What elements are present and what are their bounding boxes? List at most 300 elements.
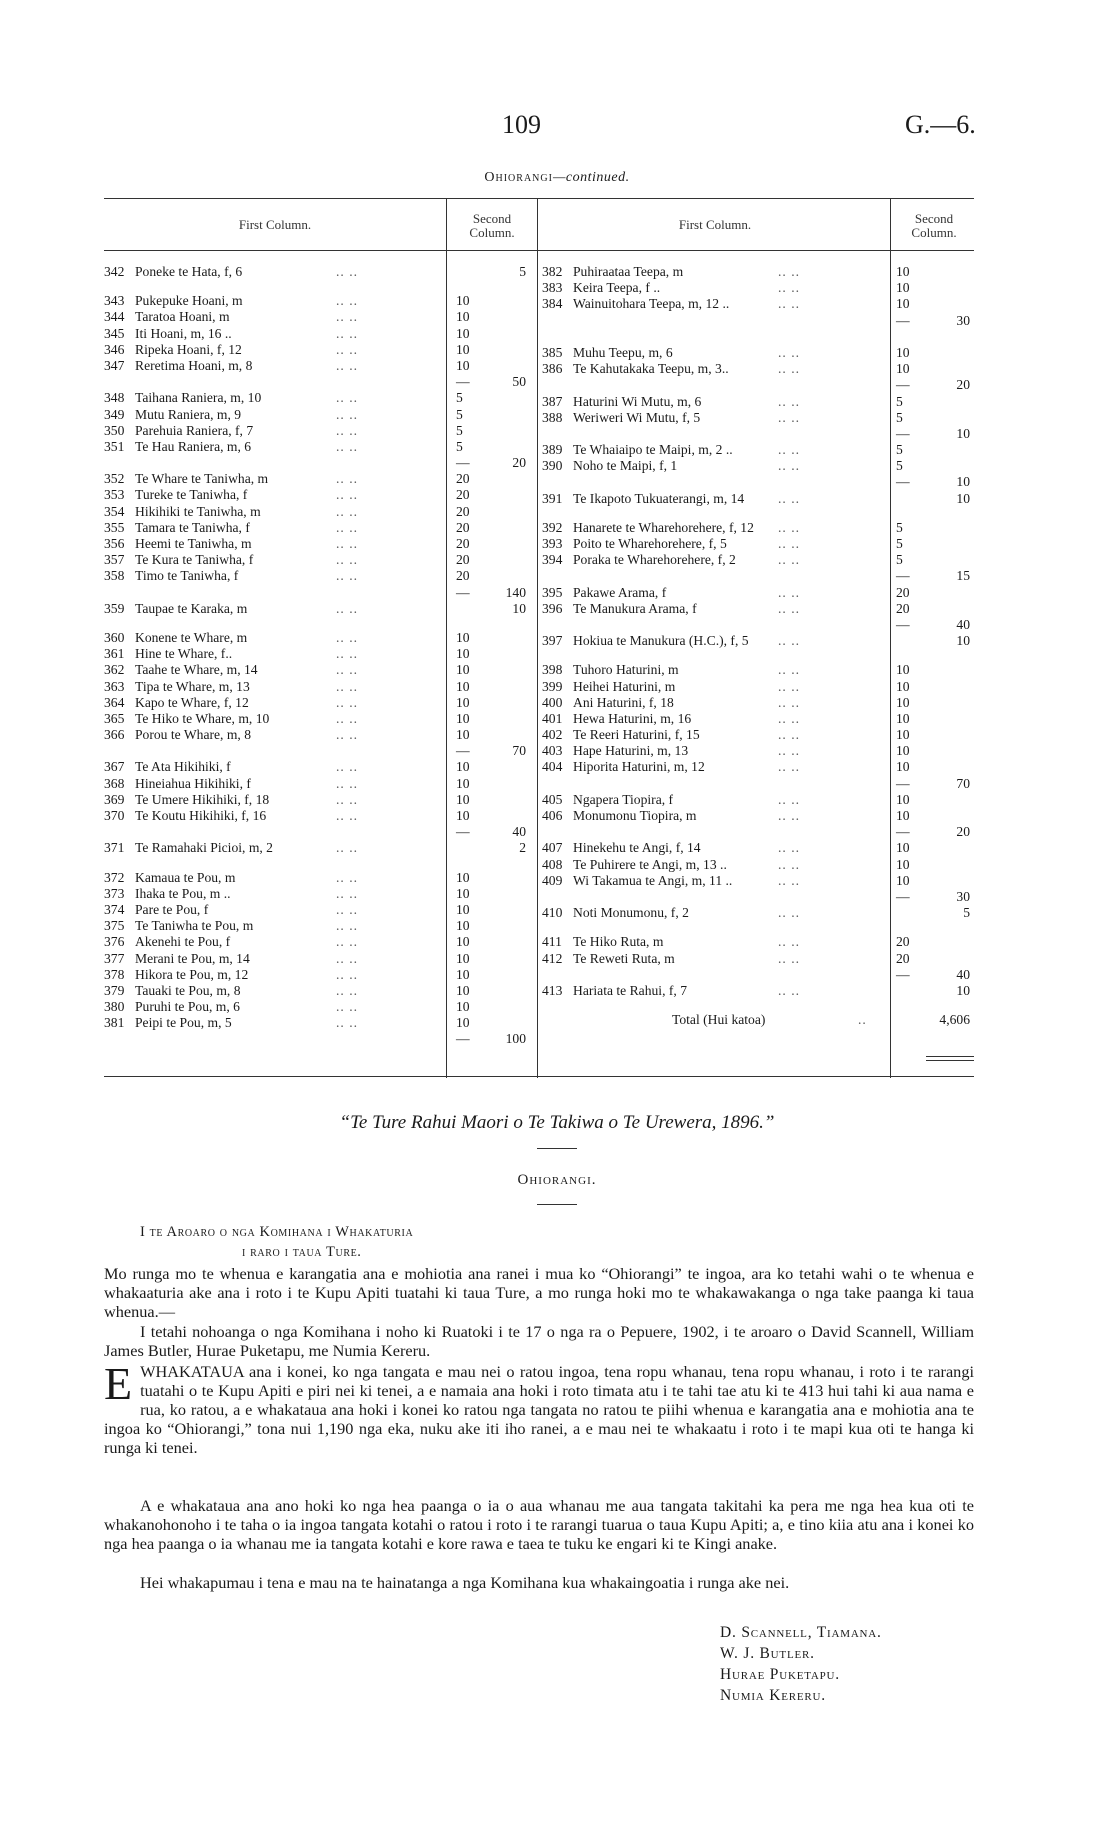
table-row [104, 342, 534, 358]
table-row [542, 264, 972, 280]
leader-dots: .. .. [336, 982, 358, 998]
entry-name: Te Koutu Hikihiki, f, 16 [135, 808, 267, 823]
group-total: 5 [519, 264, 526, 279]
table-row [104, 983, 534, 999]
entry-name: Ihaka te Pou, m .. [135, 885, 231, 901]
share-value: 10 [456, 646, 470, 662]
entry-number: 365 [104, 710, 125, 726]
entry-number: 387 [542, 393, 563, 409]
entry-name: Puhiraataa Teepa, m [573, 264, 684, 279]
entry-name: Hewa Haturini, m, 16 [573, 710, 692, 726]
entry-name: Hiporita Haturini, m, 12 [573, 759, 705, 775]
entry-number: 393 [542, 536, 563, 551]
entry-number: 350 [104, 422, 125, 438]
header-first-column-right: First Column. [678, 217, 752, 232]
share-value: 10 [896, 678, 910, 694]
table-row [104, 264, 534, 280]
leader-dots: .. .. [336, 519, 358, 535]
table-row [542, 873, 972, 889]
table-row [542, 329, 972, 345]
entry-number: 376 [104, 934, 125, 950]
leader-dots: .. [858, 1012, 867, 1028]
share-value: 10 [456, 325, 470, 341]
share-value: 20 [896, 934, 910, 950]
total-double-rule-2 [926, 1060, 974, 1061]
center-divider [537, 198, 538, 1078]
entry-number: 346 [104, 341, 125, 357]
entry-number: 394 [542, 552, 563, 568]
entry-name: Weriweri Wi Mutu, f, 5 [573, 409, 701, 425]
leader-dots: .. .. [336, 966, 358, 982]
share-value: 10 [456, 999, 470, 1015]
entry-name: Heemi te Taniwha, m [135, 536, 252, 551]
entry-name: Tipa te Whare, m, 13 [135, 678, 250, 694]
table-row [542, 1012, 972, 1028]
entry-name: Pare te Pou, f [135, 901, 209, 917]
entry-name: Hinekehu te Angi, f, 14 [573, 840, 701, 856]
paragraph-3 [104, 1358, 974, 1457]
leader-dots: .. .. [336, 901, 358, 917]
entry-number: 405 [542, 791, 563, 807]
table-row [542, 857, 972, 873]
leader-dots: .. .. [336, 390, 358, 406]
share-value: — [896, 474, 910, 490]
entry-name: Te Reeri Haturini, f, 15 [573, 727, 700, 743]
leader-dots: .. .. [336, 1015, 358, 1031]
share-value: 10 [896, 344, 910, 360]
entry-name: Poraka te Wharehorehere, f, 2 [573, 552, 736, 568]
leader-dots: .. .. [336, 422, 358, 438]
leader-dots: .. .. [778, 678, 800, 694]
entry-number: 369 [104, 791, 125, 807]
share-value: 20 [896, 584, 910, 600]
table-row [542, 474, 972, 490]
table-row [104, 776, 534, 792]
share-value: 5 [896, 442, 903, 458]
table-row [542, 552, 972, 568]
table-row [104, 536, 534, 552]
share-value: 5 [456, 438, 463, 454]
entry-number: 397 [542, 633, 563, 649]
entry-name: Te Whare te Taniwha, m [135, 471, 269, 487]
share-value: 10 [456, 966, 470, 982]
table-row [104, 423, 534, 439]
share-value: — [456, 584, 470, 600]
entry-name: Parehuia Raniera, f, 7 [135, 422, 254, 438]
share-value: — [896, 888, 910, 904]
share-value: 10 [456, 869, 470, 885]
table-row [542, 743, 972, 759]
leader-dots: .. .. [336, 727, 358, 743]
group-total: 2 [519, 840, 526, 856]
entry-name: Heihei Haturini, m [573, 678, 676, 694]
share-value: 20 [456, 487, 470, 503]
table-row [104, 711, 534, 727]
subtitle-rule [537, 1204, 577, 1205]
share-value: 10 [456, 950, 470, 966]
entry-number: 362 [104, 662, 125, 678]
table-row [104, 280, 534, 293]
table-row [542, 776, 972, 792]
leader-dots: .. .. [778, 950, 800, 966]
leader-dots: .. .. [778, 458, 800, 474]
entry-name: Hariata te Rahui, f, 7 [573, 982, 687, 998]
table-row [104, 326, 534, 342]
leader-dots: .. .. [336, 264, 358, 279]
group-total: 100 [505, 1031, 526, 1047]
leader-dots: .. .. [336, 885, 358, 901]
entry-number: 390 [542, 458, 563, 474]
entry-number: 408 [542, 856, 563, 872]
leader-dots: .. .. [778, 584, 800, 600]
group-total: 40 [956, 966, 970, 982]
table-row [542, 983, 972, 999]
share-value: 20 [456, 568, 470, 584]
entry-number: 366 [104, 727, 125, 743]
group-total: 40 [512, 824, 526, 840]
table-row [542, 951, 972, 967]
table-row [104, 646, 534, 662]
entry-name: Te Manukura Arama, f [573, 600, 697, 616]
heading-line-1: I te Aroaro o nga Komihana i Whakaturia [140, 1224, 414, 1240]
share-value: — [896, 312, 910, 328]
leader-dots: .. .. [778, 600, 800, 616]
share-value: 5 [896, 409, 903, 425]
entry-number: 398 [542, 662, 563, 678]
table-row [104, 552, 534, 568]
entry-number: 396 [542, 600, 563, 616]
table-row [104, 857, 534, 870]
group-total: 15 [956, 568, 970, 584]
entry-name: Te Hiko Ruta, m [573, 934, 664, 950]
leader-dots: .. .. [778, 727, 800, 743]
table-row [542, 345, 972, 361]
leader-dots: .. .. [336, 438, 358, 454]
entry-number: 368 [104, 775, 125, 791]
leader-dots: .. .. [778, 280, 800, 296]
table-row [104, 792, 534, 808]
entry-number: 373 [104, 885, 125, 901]
entry-number: 363 [104, 678, 125, 694]
entry-name: Akenehi te Pou, f [135, 934, 231, 950]
share-value: 10 [456, 934, 470, 950]
entry-number: 403 [542, 743, 563, 759]
leader-dots: .. .. [778, 536, 800, 551]
group-total: 10 [956, 474, 970, 490]
entry-number: 349 [104, 406, 125, 422]
share-value: — [456, 455, 470, 471]
entry-name: Peipi te Pou, m, 5 [135, 1015, 232, 1031]
entry-number: 382 [542, 264, 563, 279]
share-value: 20 [456, 503, 470, 519]
entry-number: 385 [542, 344, 563, 360]
share-value: 10 [896, 662, 910, 678]
document-title: “Te Ture Rahui Maori o Te Takiwa o Te Urewera, 1896.” [339, 1112, 775, 1133]
table-header-rule [104, 250, 974, 251]
entry-name: Hikihiki te Taniwha, m [135, 503, 261, 519]
entry-name: Te Hau Raniera, m, 6 [135, 438, 252, 454]
table-row [104, 617, 534, 630]
left-table-rows [104, 264, 534, 1048]
share-value: 10 [456, 662, 470, 678]
signature-1: D. Scannell, Tiamana. [720, 1624, 882, 1641]
table-row [104, 471, 534, 487]
table-row [542, 601, 972, 617]
entry-number: 344 [104, 309, 125, 325]
share-value: 10 [456, 982, 470, 998]
entry-name: Monumonu Tiopira, m [573, 808, 697, 823]
table-row [104, 695, 534, 711]
table-row [542, 507, 972, 520]
group-total: 10 [956, 633, 970, 649]
table-row [104, 585, 534, 601]
table-row [104, 439, 534, 455]
table-row [104, 840, 534, 856]
entry-number: 381 [104, 1015, 125, 1031]
table-row [542, 889, 972, 905]
entry-name: Tuhoro Haturini, m [573, 662, 679, 678]
share-value: 5 [456, 390, 463, 406]
share-value: — [456, 743, 470, 759]
table-row [542, 458, 972, 474]
share-value: 5 [896, 536, 903, 551]
table-row [104, 918, 534, 934]
entry-number: 353 [104, 487, 125, 503]
leader-dots: .. .. [778, 393, 800, 409]
entry-number: 378 [104, 966, 125, 982]
entry-name: Taihana Raniera, m, 10 [135, 390, 262, 406]
entry-number: 409 [542, 872, 563, 888]
share-value: 10 [896, 264, 910, 279]
paragraph-1: Mo runga mo te whenua e karangatia ana e mohiotia ana ranei i mua ko “Ohiorangi” te ingoa, ara ko tetahi wahi o te whenua e whakaaturia ake ana i roto i te Kupu Apiti tuatahi ki taua Ture, a mo runga hoki mo te whakawakanga o nga take paanga ki taua whenua.— [104, 1264, 974, 1321]
total-double-rule-1 [926, 1056, 974, 1057]
entry-number: 383 [542, 280, 563, 296]
leader-dots: .. .. [778, 633, 800, 649]
share-value: 10 [456, 885, 470, 901]
leader-dots: .. .. [336, 487, 358, 503]
entry-number: 402 [542, 727, 563, 743]
group-total: 20 [956, 824, 970, 840]
share-value: 10 [456, 710, 470, 726]
entry-number: 380 [104, 999, 125, 1015]
entry-number: 343 [104, 293, 125, 309]
share-value: 10 [896, 694, 910, 710]
entry-number: 377 [104, 950, 125, 966]
entry-number: 370 [104, 808, 125, 823]
entry-name: Iti Hoani, m, 16 .. [135, 325, 232, 341]
entry-number: 342 [104, 264, 125, 279]
leader-dots: .. .. [778, 344, 800, 360]
table-row [542, 536, 972, 552]
entry-number: 389 [542, 442, 563, 458]
entry-number: 379 [104, 982, 125, 998]
table-row [542, 313, 972, 329]
entry-name: Merani te Pou, m, 14 [135, 950, 250, 966]
entry-number: 400 [542, 694, 563, 710]
table-row [104, 293, 534, 309]
table-row [104, 358, 534, 374]
entry-name: Te Hiko te Whare, m, 10 [135, 710, 270, 726]
group-total: 70 [956, 775, 970, 791]
table-row [542, 662, 972, 678]
share-value: 20 [456, 519, 470, 535]
leader-dots: .. .. [778, 791, 800, 807]
entry-name: Te Kura te Taniwha, f [135, 552, 254, 568]
group-total: 4,606 [939, 1012, 970, 1028]
table-top-rule [104, 198, 974, 199]
entry-number: 399 [542, 678, 563, 694]
share-value: — [896, 377, 910, 393]
share-value: 5 [896, 519, 903, 535]
table-row [542, 905, 972, 921]
leader-dots: .. .. [336, 869, 358, 885]
group-total: 50 [512, 374, 526, 390]
entry-number: 401 [542, 710, 563, 726]
table-row [542, 394, 972, 410]
share-value: 10 [896, 361, 910, 377]
entry-name: Te Ramahaki Picioi, m, 2 [135, 840, 273, 856]
share-value: 10 [456, 341, 470, 357]
entry-name: Hokiua te Manukura (H.C.), f, 5 [573, 633, 749, 649]
entry-name: Hine te Whare, f.. [135, 646, 233, 662]
leader-dots: .. .. [778, 856, 800, 872]
leader-dots: .. .. [336, 629, 358, 645]
share-value: 10 [896, 791, 910, 807]
entry-number: 359 [104, 600, 125, 616]
group-total: 20 [956, 377, 970, 393]
entry-name: Te Taniwha te Pou, m [135, 918, 254, 934]
leader-dots: .. .. [336, 840, 358, 856]
table-title-suffix: —continued. [552, 170, 630, 185]
group-total: 40 [956, 616, 970, 632]
entry-name: Hineiahua Hikihiki, f [135, 775, 251, 791]
table-row [542, 934, 972, 950]
leader-dots: .. .. [336, 471, 358, 487]
leader-dots: .. .. [778, 905, 800, 921]
entry-number: 356 [104, 536, 125, 551]
share-value: 10 [896, 808, 910, 823]
share-value: 10 [896, 856, 910, 872]
entry-number: 351 [104, 438, 125, 454]
signature-4: Numia Kereru. [720, 1687, 826, 1704]
share-value: 10 [896, 727, 910, 743]
table-row [104, 1015, 534, 1031]
entry-name: Taupae te Karaka, m [135, 600, 248, 616]
entry-name: Pakawe Arama, f [573, 584, 667, 600]
leader-dots: .. .. [778, 759, 800, 775]
table-row [542, 999, 972, 1012]
entry-name: Te Puhirere te Angi, m, 13 .. [573, 856, 727, 872]
share-value: 10 [456, 759, 470, 775]
table-row [104, 967, 534, 983]
entry-name: Mutu Raniera, m, 9 [135, 406, 242, 422]
entry-number: 406 [542, 808, 563, 823]
entry-name: Hape Haturini, m, 13 [573, 743, 689, 759]
table-row [104, 390, 534, 406]
table-row [104, 504, 534, 520]
leader-dots: .. .. [336, 646, 358, 662]
page-code: G.—6. [905, 110, 976, 139]
paragraph-4: A e whakataua ana ano hoki ko nga hea paanga o ia o aua whanau me aua tangata takitahi ka pera me nga hea kua oti te whakanohonoho i te taha o ia ingoa tangata kotahi o ratou i roto i te rarangi tuarua o taua Kupu Apiti; a, e tino kiia atu ana i konei ko nga hea paanga o ia whanau me ia tangata kotahi e kore rawa e taea te tuku ke engari ki te Kingi anake. [104, 1496, 974, 1553]
share-value: 20 [896, 600, 910, 616]
entry-name: Te Whaiaipo te Maipi, m, 2 .. [573, 442, 733, 458]
entry-name: Noti Monumonu, f, 2 [573, 905, 689, 921]
group-total: 20 [512, 455, 526, 471]
entry-name: Taratoa Hoani, m [135, 309, 230, 325]
share-value: 10 [896, 710, 910, 726]
share-value: — [896, 824, 910, 840]
entry-name: Tauaki te Pou, m, 8 [135, 982, 241, 998]
leader-dots: .. .. [778, 808, 800, 823]
entry-number: 374 [104, 901, 125, 917]
table-bottom-rule [104, 1076, 974, 1077]
entry-number: 367 [104, 759, 125, 775]
leader-dots: .. .. [778, 442, 800, 458]
leader-dots: .. .. [336, 808, 358, 823]
leader-dots: .. .. [336, 357, 358, 373]
table-row [104, 679, 534, 695]
entry-number: 391 [542, 490, 563, 506]
entry-name: Te Ata Hikihiki, f [135, 759, 231, 775]
table-row [104, 951, 534, 967]
table-row [542, 377, 972, 393]
table-row [542, 840, 972, 856]
leader-dots: .. .. [336, 662, 358, 678]
page-number: 109 [502, 110, 541, 139]
header-second-column-left: Second Column. [469, 211, 515, 240]
table-row [104, 662, 534, 678]
document-subtitle: Ohiorangi. [517, 1172, 597, 1188]
entry-number: 355 [104, 519, 125, 535]
share-value: — [896, 425, 910, 441]
entry-number: 345 [104, 325, 125, 341]
table-row [542, 280, 972, 296]
leader-dots: .. .. [778, 361, 800, 377]
table-row [542, 410, 972, 426]
table-row [542, 520, 972, 536]
share-value: 5 [896, 458, 903, 474]
entry-name: Kapo te Whare, f, 12 [135, 694, 249, 710]
paragraph-3-text: WHAKATAUA ana i konei, ko nga tangata e mau nei o ratou ingoa, tena ropu whanau, tena ropu whanau, i roto i te rarangi tuatahi o te Kupu Apiti e piri nei ki tenei, a e namaia ana hoki i roto timata atu i te tahi tae atu ki te 413 hui tahi ki aua nama e rua, ko ratou, a e whakataua ana hoki i konei ko ratou nga tangata no ratou te piihi whenua e karangatia ana e mohiotia ana te ingoa ko “Ohiorangi,” tona nui 1,190 nga eka, nuku ake iti iho ranei, a e mau nei te whakaatu i roto i te mapi kua oti te hanga ki runga ki tenei. [104, 1362, 974, 1457]
entry-number: 347 [104, 357, 125, 373]
share-value: 20 [456, 536, 470, 551]
share-value: 10 [456, 808, 470, 823]
table-title-main: Ohiorangi [484, 170, 553, 185]
share-value: 10 [456, 309, 470, 325]
entry-name: Te Reweti Ruta, m [573, 950, 675, 966]
share-value: — [896, 568, 910, 584]
share-value: 10 [896, 840, 910, 856]
table-row [104, 727, 534, 743]
entry-name: Konene te Whare, m [135, 629, 248, 645]
table-row [542, 727, 972, 743]
table-row [104, 886, 534, 902]
share-value: — [896, 775, 910, 791]
paragraph-5: Hei whakapumau i tena e mau na te hainatanga a nga Komihana kua whakaingoatia i runga ake nei. [140, 1573, 790, 1592]
entry-number: 352 [104, 471, 125, 487]
entry-name: Porou te Whare, m, 8 [135, 727, 252, 743]
leader-dots: .. .. [336, 694, 358, 710]
entry-number: 413 [542, 982, 563, 998]
entry-number: 357 [104, 552, 125, 568]
entry-name: Hikora te Pou, m, 12 [135, 966, 249, 982]
entry-name: Tamara te Taniwha, f [135, 519, 250, 535]
leader-dots: .. .. [336, 999, 358, 1015]
share-value: 10 [456, 629, 470, 645]
entry-name: Te Umere Hikihiki, f, 18 [135, 791, 270, 807]
table-row [542, 361, 972, 377]
leader-dots: .. .. [336, 678, 358, 694]
